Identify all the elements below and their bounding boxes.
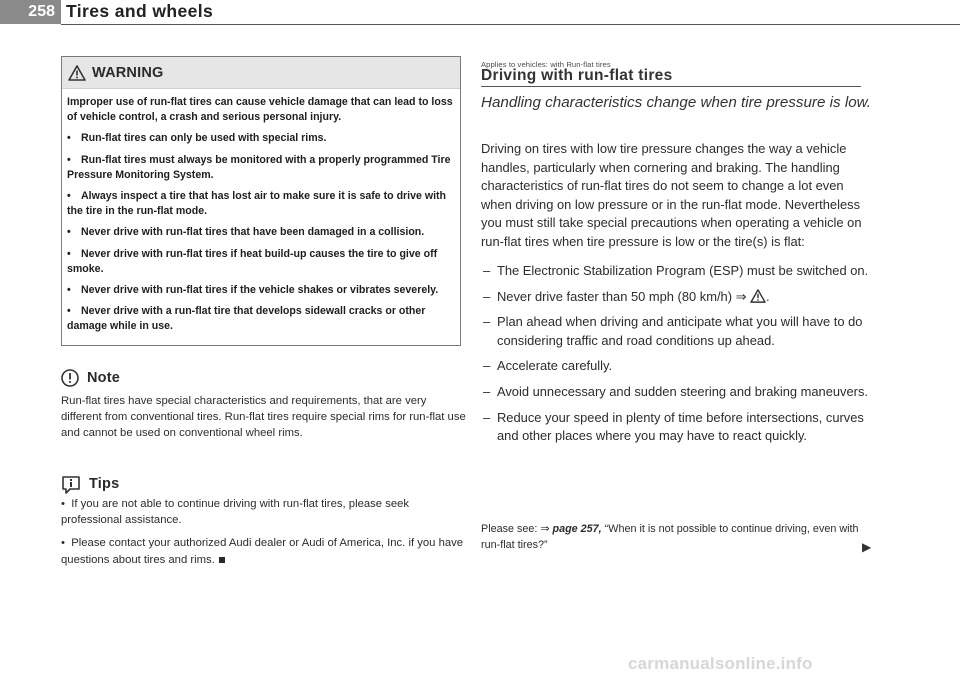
warning-label: WARNING — [92, 64, 164, 81]
topic-subtitle: Handling characteristics change when tire pressure is low. — [481, 94, 872, 111]
page-reference-link[interactable]: page 257, — [552, 523, 602, 535]
section-title: Tires and wheels — [66, 1, 214, 21]
warning-bullet: • Never drive with run-flat tires that have been damaged in a collision. — [67, 226, 425, 239]
list-item: – Plan ahead when driving and anticipate what you will have to do considering traffic and road conditions up ahead. — [483, 314, 863, 348]
list-item: – Accelerate carefully. — [483, 358, 613, 374]
warning-bullet: • Never drive with a run-flat tire that develops sidewall cracks or other damage while in use. — [67, 305, 426, 333]
tips-item: • If you are not able to continue driving with run-flat tires, please seek professional assistance. — [61, 498, 410, 527]
warning-header — [62, 57, 460, 89]
warning-bullet: • Run-flat tires must always be monitored with a properly programmed Tire Pressure Monitoring System. — [67, 153, 451, 181]
info-icon — [61, 474, 81, 494]
end-of-section-mark — [219, 557, 225, 563]
note-label: Note — [87, 370, 121, 386]
tips-item: • Please contact your authorized Audi dealer or Audi of America, Inc. if you have questions about tires and rims. — [61, 537, 464, 566]
tips-list — [61, 496, 466, 575]
warning-bullet: • Never drive with run-flat tires if the vehicle shakes or vibrates severely. — [67, 284, 439, 297]
cross-reference: Please see: ⇒ page 257, “When it is not possible to continue driving, even with run-flat tires?” — [481, 523, 859, 551]
warning-triangle-icon — [750, 289, 766, 303]
list-item: – Reduce your speed in plenty of time before intersections, curves and other places where you may have to react quickly. — [483, 409, 864, 444]
list-item: – Avoid unnecessary and sudden steering and braking maneuvers. — [483, 383, 868, 399]
warning-bullet: • Run-flat tires can only be used with special rims. — [67, 132, 327, 145]
warning-bullet: • Never drive with run-flat tires if heat build-up causes the tire to give off smoke. — [67, 247, 438, 275]
note-circle-icon — [61, 369, 79, 387]
page-number: 258 — [0, 0, 61, 24]
warning-box — [61, 56, 461, 346]
list-item: – Never drive faster than 50 mph (80 km/h) ⇒ . — [483, 288, 770, 304]
header-divider — [61, 24, 960, 25]
continue-arrow-icon: ▶ — [862, 540, 872, 554]
tips-label: Tips — [89, 476, 120, 492]
applies-to-note: Applies to vehicles: with Run-flat tires — [481, 60, 611, 69]
warning-intro: Improper use of run-flat tires can cause vehicle damage that can lead to loss of vehicle control, a crash and serious personal injury. — [67, 96, 453, 124]
note-text: Run-flat tires have special characteristics and requirements, that are very different from conventional tires. Run-flat tires require special rims for run-flat use and cannot be used on conventional wheel rims. — [61, 395, 466, 440]
warning-triangle-icon — [68, 65, 86, 81]
tips-heading — [61, 474, 119, 494]
topic-divider — [481, 86, 861, 87]
watermark: carmanualsonline.info — [628, 654, 813, 673]
note-heading — [61, 369, 120, 387]
warning-bullet: • Always inspect a tire that has lost air to make sure it is safe to drive with the tire in the run-flat mode. — [67, 190, 447, 218]
list-item: – The Electronic Stabilization Program (ESP) must be switched on. — [483, 263, 869, 278]
topic-intro: Driving on tires with low tire pressure changes the way a vehicle handles, particularly when cornering and braking. The handling characteristics of run-flat tires do not seem to change a lot even when driving on low pressure or in the run-flat mode. Nevertheless you must still take special precautions when operating a vehicle on run-flat tires when tire pressure is low or the tire(s) is flat: — [481, 141, 862, 249]
topic-title: Driving with run-flat tires — [481, 67, 673, 84]
warning-body — [62, 89, 460, 335]
precaution-list — [481, 262, 881, 453]
